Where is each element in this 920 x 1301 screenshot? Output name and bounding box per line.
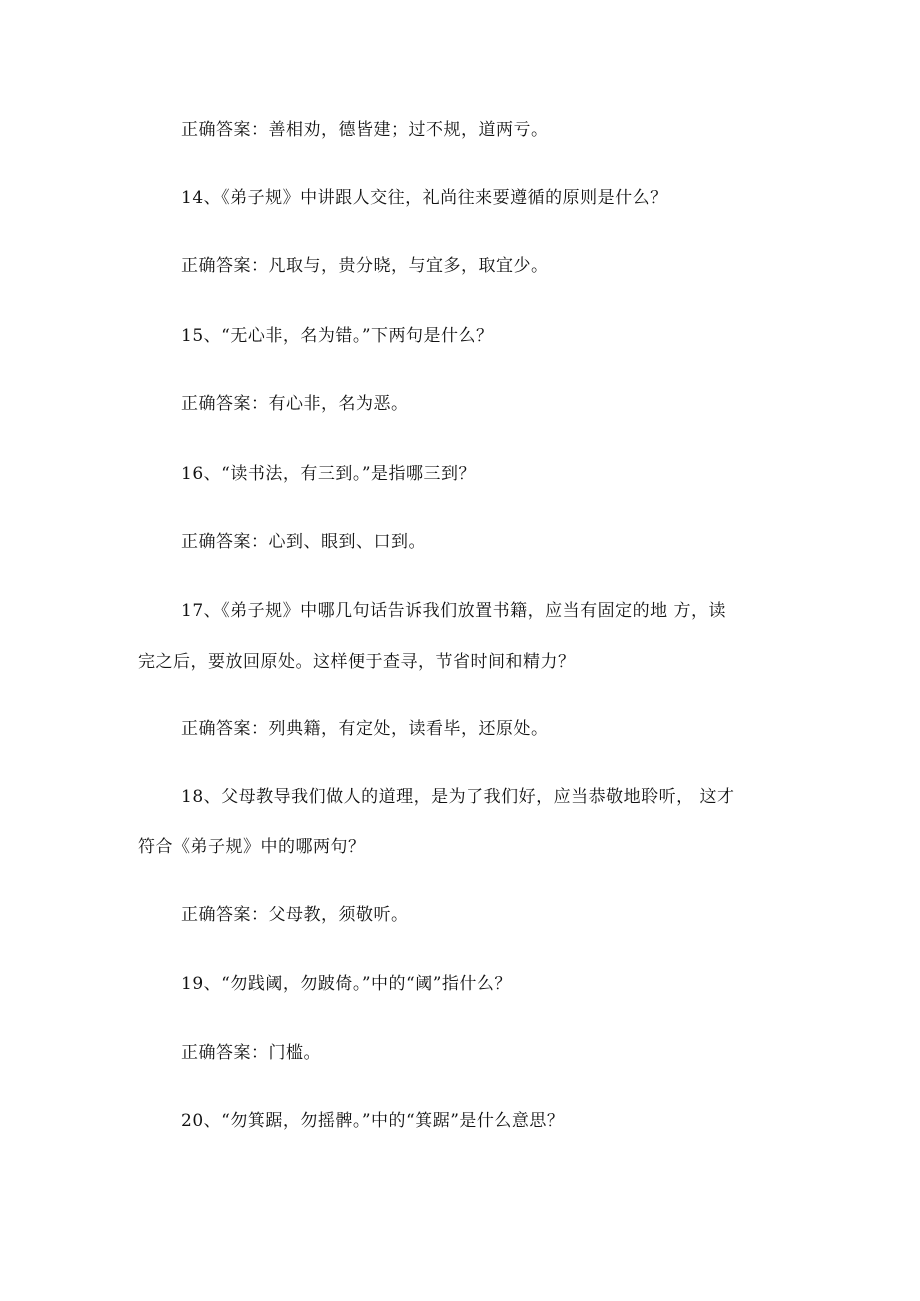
answer-19: 正确答案：门槛。 — [181, 1043, 321, 1063]
answer-18: 正确答案：父母教，须敬听。 — [181, 905, 409, 925]
question-20: 20、“勿箕踞，勿摇髀。”中的“箕踞”是什么意思？ — [181, 1111, 565, 1131]
question-18-line2: 符合《弟子规》中的哪两句？ — [138, 837, 366, 857]
question-14: 14、《弟子规》中讲跟人交往，礼尚往来要遵循的原则是什么？ — [181, 188, 668, 208]
answer-15: 正确答案：有心非，名为恶。 — [181, 394, 409, 414]
answer-16: 正确答案：心到、眼到、口到。 — [181, 532, 426, 552]
question-19: 19、“勿践阈，勿跛倚。”中的“阈”指什么？ — [181, 974, 512, 994]
question-18-line1: 18、父母教导我们做人的道理，是为了我们好，应当恭敬地聆听， 这才 — [181, 787, 735, 807]
question-16: 16、“读书法，有三到。”是指哪三到？ — [181, 464, 477, 484]
question-17-line1: 17、《弟子规》中哪几句话告诉我们放置书籍，应当有固定的地 方，读 — [181, 601, 727, 621]
answer-13: 正确答案：善相劝，德皆建；过不规，道两亏。 — [181, 120, 549, 140]
question-15: 15、“无心非，名为错。”下两句是什么？ — [181, 326, 494, 346]
question-17-line2: 完之后，要放回原处。这样便于查寻，节省时间和精力？ — [138, 652, 576, 672]
answer-17: 正确答案：列典籍，有定处，读看毕，还原处。 — [181, 719, 549, 739]
answer-14: 正确答案：凡取与，贵分晓，与宜多，取宜少。 — [181, 256, 549, 276]
